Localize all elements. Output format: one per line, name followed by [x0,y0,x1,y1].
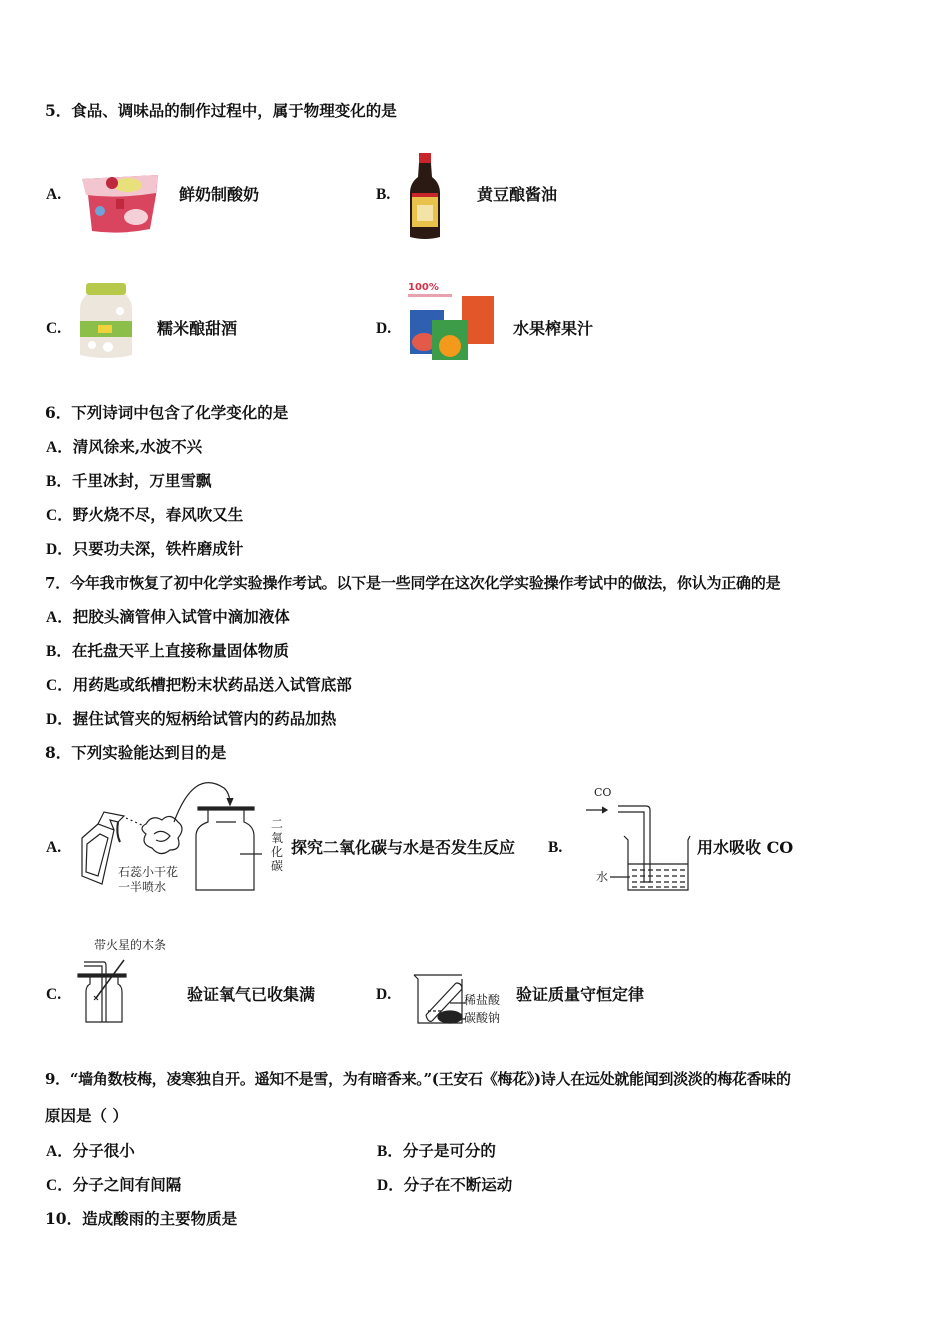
q6-option-d [46,539,243,560]
q5-option-a-text: 鲜奶制酸奶 [179,185,260,204]
mass-conservation-figure [412,965,512,1027]
q8-option-c-text: 验证氧气已收集满 [187,985,316,1004]
q9-option-c-text: 分子之间有间隔 [72,1175,182,1194]
q7-option-b-label: B． [46,643,72,660]
soy-sauce-bottle-image [408,153,442,241]
q7-option-d [46,709,336,730]
q8-option-d-label: D. [376,986,392,1003]
q6-option-a-label: A． [46,439,73,456]
question-8-stem: 8．下列实验能达到目的是 [45,743,227,762]
fig-a-flower-label-1: 石蕊小干花 [118,865,179,879]
q9-option-b [377,1141,496,1162]
q9-option-d-label: D． [377,1177,404,1194]
q7-option-a-text: 把胶头滴管伸入试管中滴加液体 [72,607,290,626]
yogurt-cup-image [78,165,162,237]
fig-b-water-label: 水 [596,870,609,884]
q9-option-a-label: A． [46,1143,73,1160]
q6-option-a [46,437,202,458]
q5-option-a-label: A. [46,186,62,203]
q9-option-d-text: 分子在不断运动 [403,1175,513,1194]
q9-option-c-label: C． [46,1177,73,1194]
fig-a-gas-label-1: 二 [271,817,284,831]
question-9-stem-line-1: 9．“墙角数枝梅，凌寒独自开。遥知不是雪，为有暗香来。”(王安石《梅花》)诗人在远处就能闻到淡淡的梅花香味的 [45,1070,791,1088]
question-9-stem-line-2: 原因是（ ） [45,1106,128,1125]
q7-option-b [46,641,289,662]
fig-a-gas-label-4: 碳 [271,859,284,873]
q6-option-b-text: 千里冰封，万里雪飘 [71,471,212,490]
fig-a-flower-label-2: 一半喷水 [118,880,167,894]
q9-option-a [46,1141,135,1162]
fig-b-co-label: CO [594,786,612,799]
q6-option-d-label: D． [46,541,73,558]
q9-option-c [46,1175,181,1196]
q7-option-c-text: 用药匙或纸槽把粉末状药品送入试管底部 [72,675,352,694]
fig-c-splint-label: 带火星的木条 [94,938,167,952]
question-7-stem: 7．今年我市恢复了初中化学实验操作考试。以下是一些同学在这次化学实验操作考试中的做法，你认为正确的是 [45,574,781,592]
juice-boxes-image [406,280,498,362]
q6-option-c [46,505,243,526]
q6-option-b-label: B． [46,473,72,490]
co-water-absorption-figure [584,786,694,896]
q6-option-a-text: 清风徐来,水波不兴 [72,437,203,456]
q8-option-a-text: 探究二氧化碳与水是否发生反应 [291,838,516,857]
q8-option-b-label: B. [548,839,563,856]
q8-option-a-label: A. [46,839,62,856]
q7-option-d-label: D． [46,711,73,728]
q7-option-b-text: 在托盘天平上直接称量固体物质 [71,641,289,660]
q9-option-b-text: 分子是可分的 [402,1141,496,1160]
oxygen-full-test-figure [74,936,194,1028]
q5-option-b-text: 黄豆酿酱油 [477,185,558,204]
q8-option-b-text: 用水吸收 CO [697,838,794,857]
q5-option-c-text: 糯米酿甜酒 [157,319,238,338]
juice-100-percent-text: 100% [408,282,439,293]
q5-option-d-label: D. [376,320,392,337]
fig-d-solid-label: 碳酸钠 [464,1011,501,1025]
q7-option-d-text: 握住试管夹的短柄给试管内的药品加热 [72,709,337,728]
q9-option-d [377,1175,512,1196]
q8-option-d-text: 验证质量守恒定律 [516,985,645,1004]
q5-option-b-label: B. [376,186,391,203]
question-5-stem: 5．食品、调味品的制作过程中，属于物理变化的是 [45,101,397,120]
co2-flower-experiment-figure [74,778,290,893]
q6-option-d-text: 只要功夫深，铁杵磨成针 [72,539,244,558]
question-10-stem: 10．造成酸雨的主要物质是 [45,1209,238,1228]
question-6-stem: 6．下列诗词中包含了化学变化的是 [45,403,289,422]
fig-a-gas-label-3: 化 [271,845,284,859]
q6-option-b [46,471,211,492]
q7-option-a-label: A． [46,609,73,626]
q6-option-c-label: C． [46,507,73,524]
q7-option-c [46,675,352,696]
q8-option-c-label: C. [46,986,62,1003]
q9-option-b-label: B． [377,1143,403,1160]
rice-wine-jar-image [78,283,134,361]
q6-option-c-text: 野火烧不尽，春风吹又生 [72,505,244,524]
q5-option-d-text: 水果榨果汁 [513,319,594,338]
q9-option-a-text: 分子很小 [72,1141,135,1160]
q7-option-a [46,607,290,628]
q7-option-c-label: C． [46,677,73,694]
q5-option-c-label: C. [46,320,62,337]
fig-d-acid-label: 稀盐酸 [464,993,501,1007]
fig-a-gas-label-2: 氧 [271,831,284,845]
